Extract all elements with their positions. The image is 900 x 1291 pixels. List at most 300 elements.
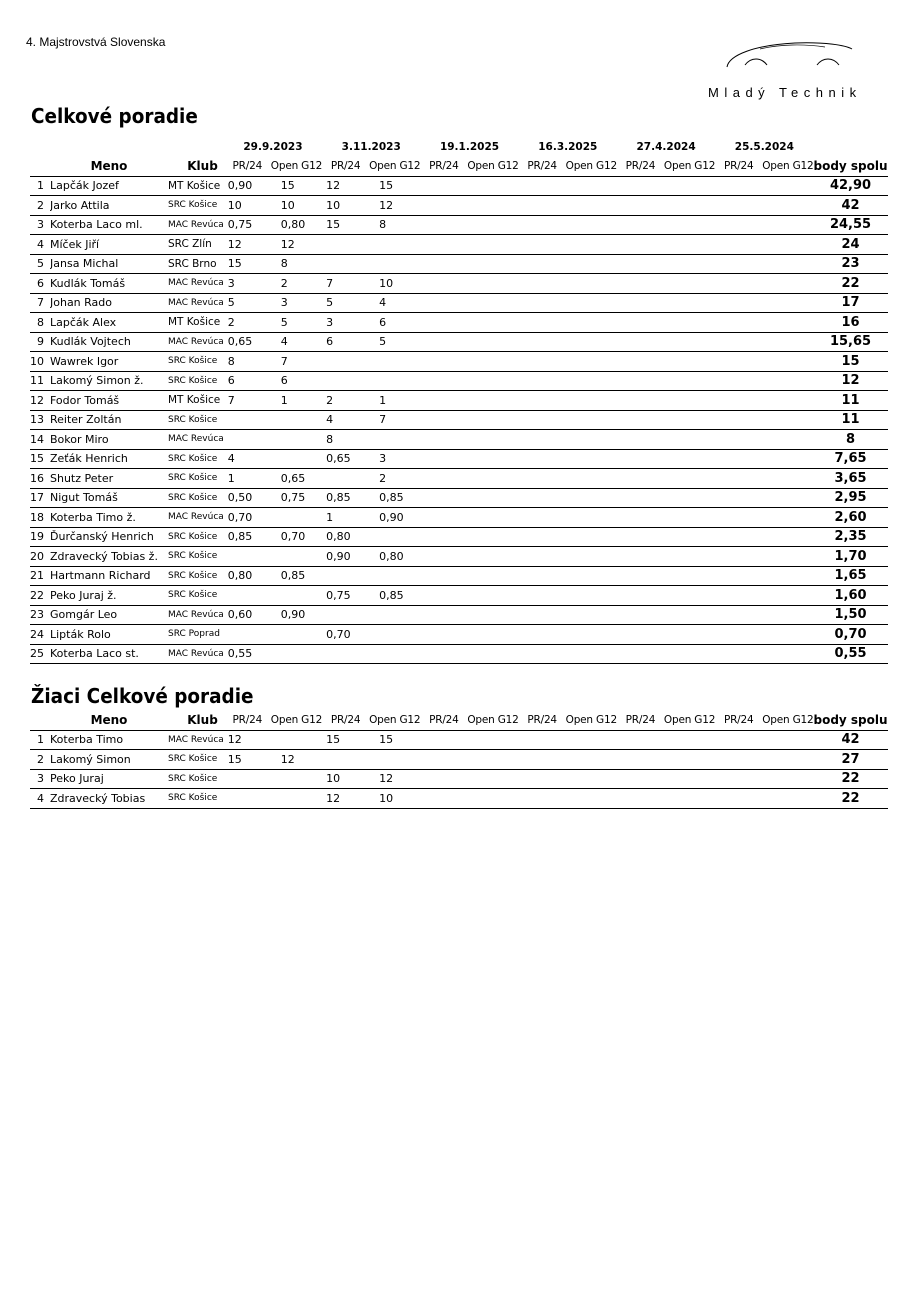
row-club: SRC Košice [168, 527, 224, 547]
row-score [519, 547, 566, 567]
row-score [467, 488, 518, 508]
row-score [617, 488, 664, 508]
row-score [519, 566, 566, 586]
row-score [420, 254, 467, 274]
row-rank: 13 [30, 410, 50, 430]
col-open: Open G12 [566, 157, 617, 176]
row-score [715, 176, 762, 196]
table-row [30, 215, 888, 235]
row-score [467, 586, 518, 606]
col-open: Open G12 [369, 157, 420, 176]
row-score: 1 [271, 391, 322, 411]
row-score [566, 586, 617, 606]
col-pr24: PR/24 [420, 711, 467, 730]
row-score [664, 215, 715, 235]
row-rank: 20 [30, 547, 50, 567]
row-score: 8 [224, 352, 271, 372]
table-row [30, 750, 888, 770]
row-rank: 3 [30, 769, 50, 789]
row-score [224, 625, 271, 645]
row-score [420, 750, 467, 770]
row-score [420, 469, 467, 489]
row-score: 12 [271, 750, 322, 770]
row-score [715, 769, 762, 789]
row-club: SRC Brno [168, 254, 224, 274]
row-score [566, 566, 617, 586]
row-score: 5 [369, 332, 420, 352]
row-score [519, 176, 566, 196]
mlady-technik-logo [705, 35, 880, 105]
row-score [762, 527, 813, 547]
row-score [566, 547, 617, 567]
row-score [519, 527, 566, 547]
row-name: Lakomý Simon [50, 750, 168, 770]
row-score [467, 769, 518, 789]
row-score: 8 [322, 430, 369, 450]
row-club: SRC Košice [168, 410, 224, 430]
row-score [224, 430, 271, 450]
row-score [467, 730, 518, 750]
row-score [467, 215, 518, 235]
row-score: 10 [322, 769, 369, 789]
row-score [566, 625, 617, 645]
row-score [369, 625, 420, 645]
row-score [420, 391, 467, 411]
row-score [420, 625, 467, 645]
row-score [519, 789, 566, 809]
row-score [762, 391, 813, 411]
row-score: 10 [322, 196, 369, 216]
row-score: 0,80 [224, 566, 271, 586]
row-score: 10 [369, 274, 420, 294]
row-score [369, 644, 420, 664]
row-score [467, 313, 518, 333]
row-score: 0,70 [271, 527, 322, 547]
row-score [762, 254, 813, 274]
row-score: 12 [224, 730, 271, 750]
row-score [467, 547, 518, 567]
row-club: MT Košice [168, 176, 224, 196]
row-score [664, 566, 715, 586]
row-score [715, 293, 762, 313]
row-name: Reiter Zoltán [50, 410, 168, 430]
row-score [322, 371, 369, 391]
row-score [566, 254, 617, 274]
row-score: 6 [224, 371, 271, 391]
row-name: Shutz Peter [50, 469, 168, 489]
row-rank: 10 [30, 352, 50, 372]
row-score: 7 [369, 410, 420, 430]
row-rank: 16 [30, 469, 50, 489]
row-score [715, 508, 762, 528]
row-score [519, 274, 566, 294]
row-score [467, 566, 518, 586]
row-total: 11 [813, 391, 887, 411]
row-score [715, 215, 762, 235]
row-score [762, 508, 813, 528]
row-score [664, 625, 715, 645]
row-score [566, 371, 617, 391]
table-row [30, 235, 888, 255]
table-row [30, 789, 888, 809]
col-pr24: PR/24 [322, 157, 369, 176]
row-score [420, 586, 467, 606]
row-score [715, 730, 762, 750]
row-score [519, 644, 566, 664]
row-rank: 15 [30, 449, 50, 469]
row-score [420, 430, 467, 450]
row-score [762, 566, 813, 586]
row-score [420, 566, 467, 586]
row-total: 11 [813, 410, 887, 430]
column-header-row [30, 711, 888, 730]
row-score [322, 235, 369, 255]
row-score [467, 527, 518, 547]
row-score [271, 644, 322, 664]
date-round-3: 19.1.2025 [439, 141, 500, 153]
row-score [322, 644, 369, 664]
row-score [566, 293, 617, 313]
document-header: 4. Majstrovstvá Slovenska [26, 35, 166, 49]
row-score [715, 313, 762, 333]
table-row [30, 547, 888, 567]
table-row [30, 449, 888, 469]
row-club: SRC Košice [168, 469, 224, 489]
row-score: 3 [224, 274, 271, 294]
row-total: 27 [813, 750, 887, 770]
row-score [664, 391, 715, 411]
row-total: 8 [813, 430, 887, 450]
row-score [762, 371, 813, 391]
row-score [762, 605, 813, 625]
row-score [715, 371, 762, 391]
row-score [762, 176, 813, 196]
row-score: 7 [322, 274, 369, 294]
table-row [30, 730, 888, 750]
row-score [617, 469, 664, 489]
row-score [369, 371, 420, 391]
row-score [420, 547, 467, 567]
row-score [715, 332, 762, 352]
junior-results-table [30, 711, 888, 809]
row-score [467, 176, 518, 196]
row-score [762, 449, 813, 469]
row-score: 2 [271, 274, 322, 294]
row-score [762, 547, 813, 567]
row-score [617, 527, 664, 547]
col-pr24: PR/24 [715, 711, 762, 730]
row-total: 42 [813, 196, 887, 216]
row-total: 24 [813, 235, 887, 255]
row-score [467, 254, 518, 274]
row-rank: 18 [30, 508, 50, 528]
row-score [566, 430, 617, 450]
row-name: Johan Rado [50, 293, 168, 313]
row-score [664, 196, 715, 216]
row-score: 3 [369, 449, 420, 469]
row-name: Lakomý Simon ž. [50, 371, 168, 391]
table-row [30, 605, 888, 625]
row-score: 4 [322, 410, 369, 430]
row-score [369, 352, 420, 372]
row-score [519, 254, 566, 274]
row-score [762, 196, 813, 216]
row-score [664, 410, 715, 430]
row-total: 17 [813, 293, 887, 313]
row-score [715, 469, 762, 489]
row-score: 2 [224, 313, 271, 333]
row-score [322, 605, 369, 625]
overall-results-table [30, 137, 888, 664]
row-score [566, 527, 617, 547]
row-score [664, 586, 715, 606]
row-score [369, 235, 420, 255]
col-open: Open G12 [664, 157, 715, 176]
row-score [519, 215, 566, 235]
row-score: 0,80 [271, 215, 322, 235]
row-rank: 24 [30, 625, 50, 645]
row-score [519, 196, 566, 216]
row-score [664, 750, 715, 770]
table-row [30, 430, 888, 450]
row-score [224, 769, 271, 789]
row-score [519, 410, 566, 430]
row-name: Wawrek Igor [50, 352, 168, 372]
row-score: 0,75 [271, 488, 322, 508]
row-score [617, 391, 664, 411]
row-rank: 14 [30, 430, 50, 450]
row-score [420, 769, 467, 789]
overall-rows [30, 176, 888, 664]
row-score: 0,65 [271, 469, 322, 489]
table-row [30, 254, 888, 274]
row-score [664, 293, 715, 313]
col-open: Open G12 [467, 711, 518, 730]
row-score: 0,65 [224, 332, 271, 352]
row-score [519, 371, 566, 391]
row-score [467, 371, 518, 391]
row-score: 0,90 [271, 605, 322, 625]
row-score: 0,75 [224, 215, 271, 235]
row-score [566, 769, 617, 789]
row-score [322, 352, 369, 372]
row-score [467, 430, 518, 450]
row-score [322, 566, 369, 586]
row-rank: 4 [30, 789, 50, 809]
row-name: Koterba Timo ž. [50, 508, 168, 528]
row-score [664, 313, 715, 333]
table-row [30, 586, 888, 606]
row-score [762, 235, 813, 255]
row-score [762, 469, 813, 489]
date-round-2: 3.11.2023 [341, 141, 401, 153]
row-rank: 7 [30, 293, 50, 313]
row-score [519, 293, 566, 313]
row-score [617, 449, 664, 469]
row-club: SRC Zlín [168, 235, 224, 255]
row-score [420, 789, 467, 809]
row-score [271, 769, 322, 789]
row-total: 42 [813, 730, 887, 750]
row-score [715, 750, 762, 770]
row-score [420, 313, 467, 333]
row-score [715, 391, 762, 411]
row-score: 4 [369, 293, 420, 313]
row-rank: 1 [30, 176, 50, 196]
row-score [664, 488, 715, 508]
row-club: MT Košice [168, 313, 224, 333]
row-score [566, 196, 617, 216]
row-score [762, 313, 813, 333]
row-score [467, 750, 518, 770]
row-name: Kudlák Vojtech [50, 332, 168, 352]
row-club: SRC Košice [168, 196, 224, 216]
row-score [519, 449, 566, 469]
row-score [467, 293, 518, 313]
row-score [467, 625, 518, 645]
row-score [322, 254, 369, 274]
row-score: 1 [369, 391, 420, 411]
row-club: SRC Košice [168, 750, 224, 770]
row-score [715, 254, 762, 274]
row-score [566, 730, 617, 750]
row-score [617, 196, 664, 216]
row-score [467, 235, 518, 255]
date-round-1: 29.9.2023 [243, 141, 303, 153]
row-score: 0,85 [369, 488, 420, 508]
date-round-5: 27.4.2024 [636, 141, 696, 153]
row-score [271, 449, 322, 469]
row-score: 4 [271, 332, 322, 352]
row-club: SRC Poprad [168, 625, 224, 645]
row-total: 2,60 [813, 508, 887, 528]
row-score [617, 769, 664, 789]
row-score: 0,65 [322, 449, 369, 469]
row-score [467, 508, 518, 528]
row-score [519, 750, 566, 770]
table-row [30, 313, 888, 333]
row-score [566, 750, 617, 770]
row-score [762, 750, 813, 770]
table-row [30, 469, 888, 489]
row-score [467, 410, 518, 430]
row-name: Nigut Tomáš [50, 488, 168, 508]
row-score: 6 [369, 313, 420, 333]
row-score [617, 789, 664, 809]
row-score: 0,75 [322, 586, 369, 606]
row-score [664, 469, 715, 489]
row-score: 3 [271, 293, 322, 313]
row-score [322, 750, 369, 770]
row-rank: 8 [30, 313, 50, 333]
date-header-row [30, 137, 888, 157]
logo-text: Mladý Technik [708, 85, 862, 100]
row-score: 5 [224, 293, 271, 313]
row-total: 1,50 [813, 605, 887, 625]
row-name: Jansa Michal [50, 254, 168, 274]
row-score [420, 488, 467, 508]
row-total: 0,55 [813, 644, 887, 664]
row-score [664, 789, 715, 809]
row-rank: 12 [30, 391, 50, 411]
section-title-juniors: Žiaci Celkové poradie [31, 684, 254, 708]
junior-rows [30, 730, 888, 808]
row-score [617, 566, 664, 586]
date-round-6: 25.5.2024 [734, 141, 794, 153]
row-name: Ďurčanský Henrich [50, 527, 168, 547]
row-score [467, 391, 518, 411]
table-row [30, 508, 888, 528]
row-score: 0,55 [224, 644, 271, 664]
row-score [664, 547, 715, 567]
col-meno: Meno [50, 157, 168, 176]
table-row [30, 488, 888, 508]
row-rank: 2 [30, 750, 50, 770]
row-score: 0,70 [322, 625, 369, 645]
row-name: Zeťák Henrich [50, 449, 168, 469]
row-score [617, 508, 664, 528]
row-score [519, 332, 566, 352]
column-header-row [30, 157, 888, 176]
row-score [271, 410, 322, 430]
row-score [271, 547, 322, 567]
row-score [271, 625, 322, 645]
row-score [617, 293, 664, 313]
row-score [467, 469, 518, 489]
row-score: 0,85 [224, 527, 271, 547]
row-score [369, 750, 420, 770]
row-name: Fodor Tomáš [50, 391, 168, 411]
row-score: 10 [271, 196, 322, 216]
row-total: 1,60 [813, 586, 887, 606]
row-score [566, 235, 617, 255]
row-rank: 19 [30, 527, 50, 547]
row-club: SRC Košice [168, 371, 224, 391]
row-total: 15 [813, 352, 887, 372]
row-score [715, 196, 762, 216]
row-total: 22 [813, 769, 887, 789]
row-score [271, 586, 322, 606]
row-score [566, 391, 617, 411]
row-score [664, 274, 715, 294]
row-club: MAC Revúca [168, 215, 224, 235]
row-score [467, 605, 518, 625]
row-score [664, 644, 715, 664]
row-score [566, 313, 617, 333]
row-score [467, 644, 518, 664]
section-title-overall: Celkové poradie [31, 104, 198, 128]
row-club: SRC Košice [168, 566, 224, 586]
row-total: 15,65 [813, 332, 887, 352]
row-score [519, 391, 566, 411]
row-score [664, 449, 715, 469]
col-open: Open G12 [369, 711, 420, 730]
row-total: 1,65 [813, 566, 887, 586]
table-row [30, 527, 888, 547]
row-score [715, 352, 762, 372]
row-score [715, 566, 762, 586]
row-score [715, 488, 762, 508]
row-club: MAC Revúca [168, 430, 224, 450]
row-score [664, 176, 715, 196]
row-total: 23 [813, 254, 887, 274]
row-score [519, 352, 566, 372]
row-name: Koterba Laco st. [50, 644, 168, 664]
col-pr24: PR/24 [224, 157, 271, 176]
row-score: 6 [271, 371, 322, 391]
car-silhouette-icon [725, 35, 855, 75]
row-name: Hartmann Richard [50, 566, 168, 586]
